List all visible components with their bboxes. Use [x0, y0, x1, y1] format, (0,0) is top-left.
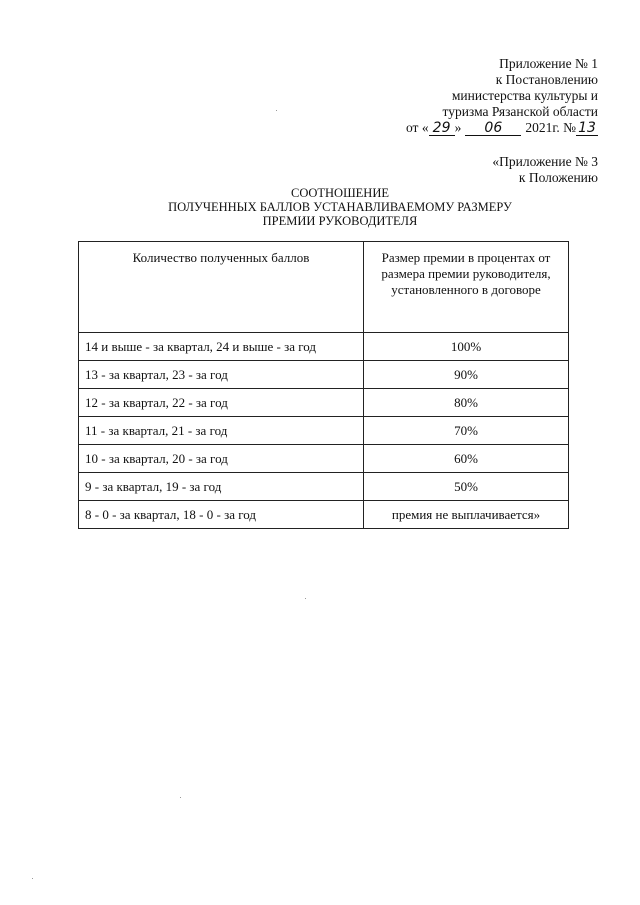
- table-row: [79, 501, 569, 529]
- regulation-line: к Положению: [518, 170, 598, 185]
- percent-cell: 80%: [364, 389, 569, 417]
- percent-cell: 70%: [364, 417, 569, 445]
- header-date-line: [406, 120, 598, 136]
- table-header-row: [79, 242, 569, 333]
- title-line-2: ПОЛУЧЕННЫХ БАЛЛОВ УСТАНАВЛИВАЕМОМУ РАЗМЕРУ: [168, 200, 512, 214]
- score-cell: 10 - за квартал, 20 - за год: [79, 445, 364, 473]
- percent-cell: 100%: [364, 333, 569, 361]
- table-row: [79, 333, 569, 361]
- appendix-3-line: «Приложение № 3: [492, 154, 598, 169]
- table-row: [79, 389, 569, 417]
- title-line-3: ПРЕМИИ РУКОВОДИТЕЛЯ: [262, 214, 418, 228]
- header-line-resolution: к Постановлению: [495, 72, 598, 87]
- table-row: [79, 473, 569, 501]
- date-quote-close: »: [454, 120, 462, 135]
- score-cell: 9 - за квартал, 19 - за год: [79, 473, 364, 501]
- score-cell: 13 - за квартал, 23 - за год: [79, 361, 364, 389]
- percent-cell: премия не выплачивается»: [364, 501, 569, 529]
- header-score-column: Количество полученных баллов: [79, 242, 364, 333]
- scan-speck: [276, 110, 277, 111]
- date-day-handwritten: 29: [429, 121, 455, 136]
- score-cell: 14 и выше - за квартал, 24 и выше - за год: [79, 333, 364, 361]
- table-row: [79, 361, 569, 389]
- title-line-1: СООТНОШЕНИЕ: [290, 186, 390, 200]
- percent-cell: 90%: [364, 361, 569, 389]
- scan-speck: [305, 598, 306, 599]
- header-line-region: туризма Рязанской области: [442, 104, 598, 119]
- date-year-label: 2021г. №: [525, 120, 576, 135]
- date-prefix: от «: [405, 120, 429, 135]
- scan-speck: [180, 797, 181, 798]
- score-cell: 11 - за квартал, 21 - за год: [79, 417, 364, 445]
- appendix-1-header: [406, 56, 598, 136]
- appendix-3-header: [492, 154, 598, 186]
- score-cell: 8 - 0 - за квартал, 18 - 0 - за год: [79, 501, 364, 529]
- percent-cell: 50%: [364, 473, 569, 501]
- document-title: [120, 186, 560, 228]
- header-percent-column: Размер премии в процентах от размера премии руководителя, установленного в договоре: [364, 242, 569, 333]
- table-row: [79, 445, 569, 473]
- scan-speck: [32, 878, 33, 879]
- percent-cell: 60%: [364, 445, 569, 473]
- bonus-ratio-table: [78, 241, 569, 529]
- header-line-appendix: Приложение № 1: [499, 56, 598, 71]
- date-month-handwritten: 06: [465, 121, 521, 136]
- doc-number-handwritten: 13: [576, 121, 598, 136]
- score-cell: 12 - за квартал, 22 - за год: [79, 389, 364, 417]
- table-row: [79, 417, 569, 445]
- header-line-ministry: министерства культуры и: [451, 88, 598, 103]
